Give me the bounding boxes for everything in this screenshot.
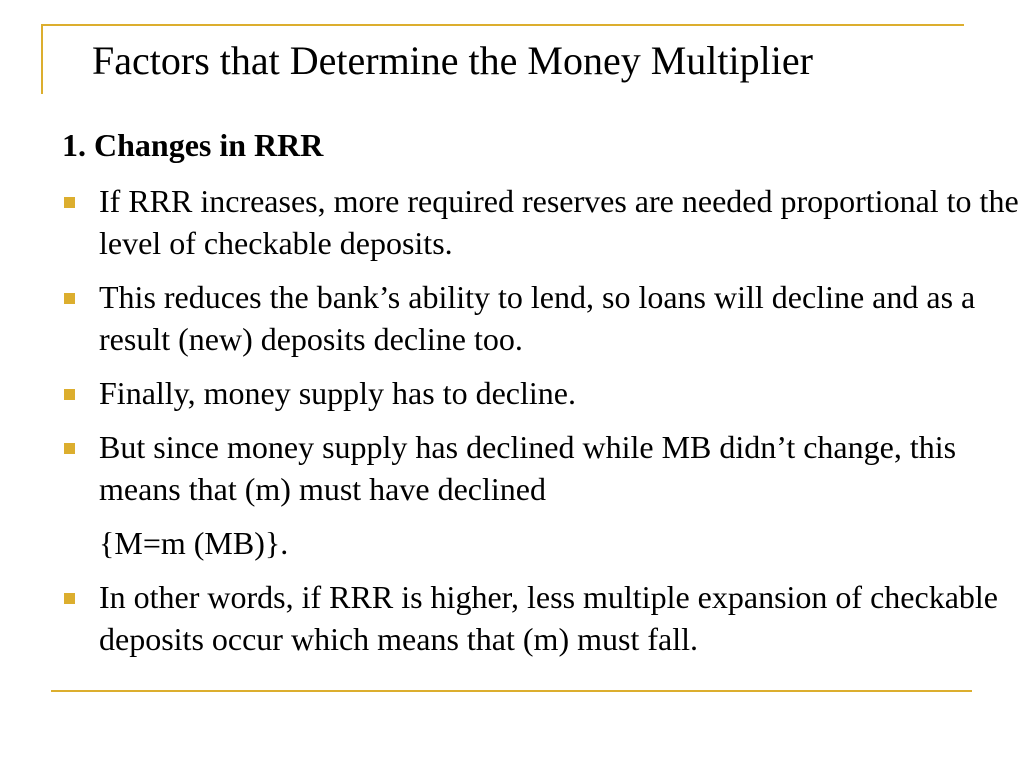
bullet-item [62,576,1022,660]
slide-title: Factors that Determine the Money Multiplier [92,38,813,83]
square-bullet-icon [64,293,75,304]
bullet-text: This reduces the bank’s ability to lend, so loans will decline and as a result (new) deposits decline too. [99,279,976,357]
bullet-text: Finally, money supply has to decline. [99,375,576,411]
bottom-accent-line [51,690,972,692]
square-bullet-icon [64,389,75,400]
bullet-text: In other words, if RRR is higher, less multiple expansion of checkable deposits occur which means that (m) must fall. [99,579,998,657]
bullet-item [62,372,1022,414]
square-bullet-icon [64,443,75,454]
bullet-item [62,180,1022,264]
bullet-text: But since money supply has declined while MB didn’t change, this means that (m) must have declined [99,429,957,507]
square-bullet-icon [64,197,75,208]
slide-bullet-list [62,180,1022,672]
bullet-item [62,276,1022,360]
bullet-text: If RRR increases, more required reserves are needed proportional to the level of checkable deposits. [99,183,1019,261]
money-supply-formula: {M=m (MB)}. [99,525,289,561]
top-accent-line [41,24,964,26]
section-heading: 1. Changes in RRR [62,127,324,163]
square-bullet-icon [64,593,75,604]
left-accent-line [41,24,43,94]
bullet-item [62,426,1022,564]
